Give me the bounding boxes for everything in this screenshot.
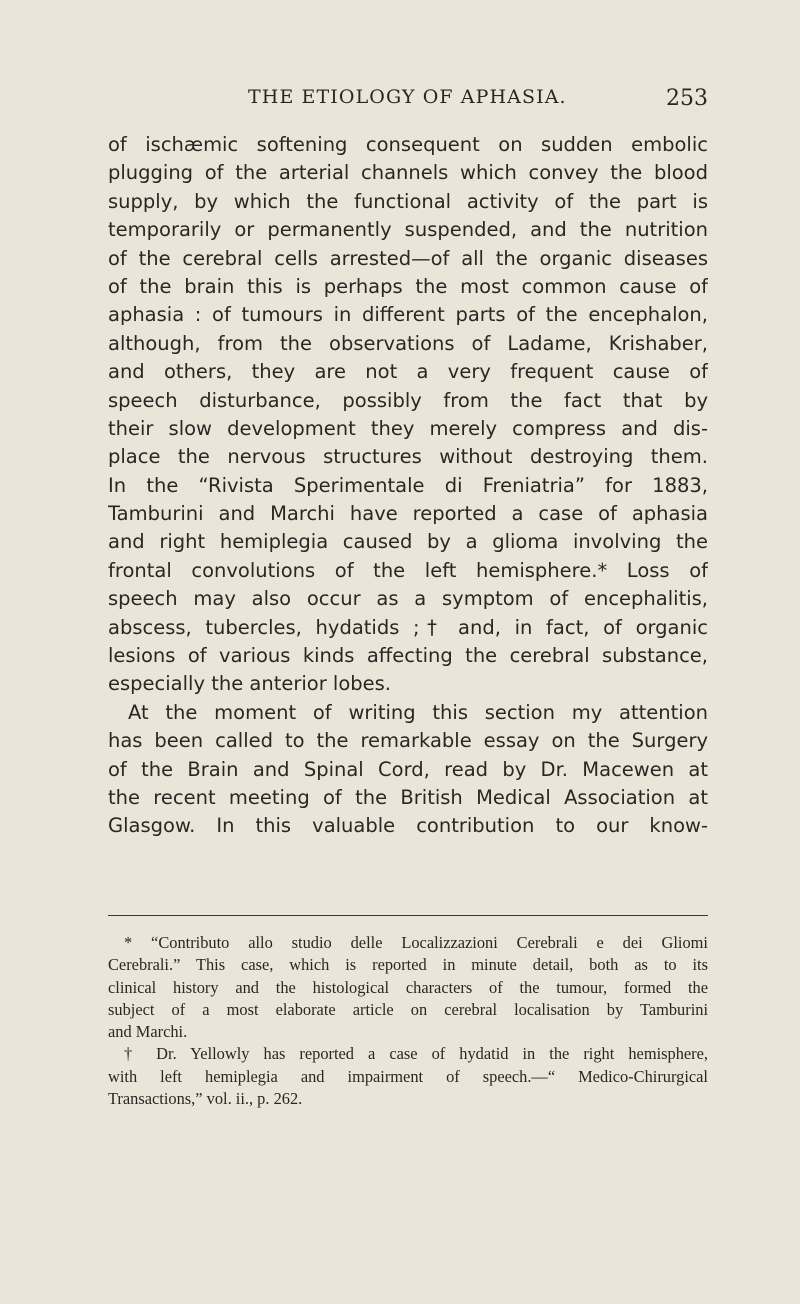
footnote-line: Cerebrali.” This case, which is reported in minute detail, both as to its	[108, 955, 708, 975]
body-line: speech disturbance, possibly from the fact that by	[108, 388, 708, 412]
footnote-line: * “Contributo allo studio delle Localizzazioni Cerebrali e dei Gliomi	[124, 933, 708, 952]
body-line: of the Brain and Spinal Cord, read by Dr. Macewen at	[108, 757, 708, 781]
body-line: supply, by which the functional activity of the part is	[108, 189, 708, 213]
footnote-line: and Marchi.	[108, 1022, 188, 1042]
footnote-line: with left hemiplegia and impairment of speech.—“ Medico-Chirurgical	[108, 1066, 708, 1086]
body-line: temporarily or permanently suspended, and the nutrition	[108, 218, 708, 242]
body-line: especially the anterior lobes.	[108, 672, 392, 696]
footnote-line: † Dr. Yellowly has reported a case of hydatid in the right hemisphere,	[124, 1044, 708, 1064]
body-line: has been called to the remarkable essay on the Surgery	[108, 729, 708, 753]
body-line: aphasia : of tumours in different parts of the encephalon,	[108, 303, 708, 327]
body-text	[108, 131, 708, 841]
footnote-line: Transactions,” vol. ii., p. 262.	[108, 1089, 303, 1109]
footnotes	[108, 932, 708, 1110]
body-line: abscess, tubercles, hydatids ;† and, in fact, of organic	[108, 615, 708, 639]
body-line: lesions of various kinds affecting the cerebral substance,	[108, 644, 708, 668]
footnote-line: clinical history and the histological characters of the tumour, formed the	[108, 977, 708, 997]
body-line: their slow development they merely compress and dis-	[108, 416, 708, 440]
body-line: plugging of the arterial channels which convey the blood	[108, 161, 708, 185]
body-line: Glasgow. In this valuable contribution to our know-	[108, 814, 708, 838]
body-line: and right hemiplegia caused by a glioma involving the	[108, 530, 708, 554]
body-line: of the brain this is perhaps the most common cause of	[108, 274, 708, 298]
body-line: of ischæmic softening consequent on sudden embolic	[108, 133, 708, 156]
body-line: speech may also occur as a symptom of encephalitis,	[108, 587, 708, 611]
body-line: At the moment of writing this section my attention	[128, 700, 708, 724]
footnote-rule	[108, 915, 708, 916]
body-line: frontal convolutions of the left hemisphere.* Loss of	[108, 558, 708, 582]
body-line: of the cerebral cells arrested—of all the organic diseases	[108, 246, 708, 270]
body-line: place the nervous structures without destroying them.	[108, 445, 708, 469]
running-title: THE ETIOLOGY OF APHASIA.	[248, 86, 567, 108]
body-line: In the “Rivista Sperimentale di Freniatria” for 1883,	[108, 473, 708, 497]
body-line: the recent meeting of the British Medical Association at	[108, 785, 708, 809]
running-head	[108, 86, 708, 120]
page-number: 253	[666, 86, 708, 111]
body-line: Tamburini and Marchi have reported a case of aphasia	[108, 502, 708, 526]
body-line: and others, they are not a very frequent cause of	[108, 360, 708, 384]
footnote-line: subject of a most elaborate article on cerebral localisation by Tamburini	[108, 999, 708, 1019]
body-line: although, from the observations of Ladame, Krishaber,	[108, 331, 708, 355]
